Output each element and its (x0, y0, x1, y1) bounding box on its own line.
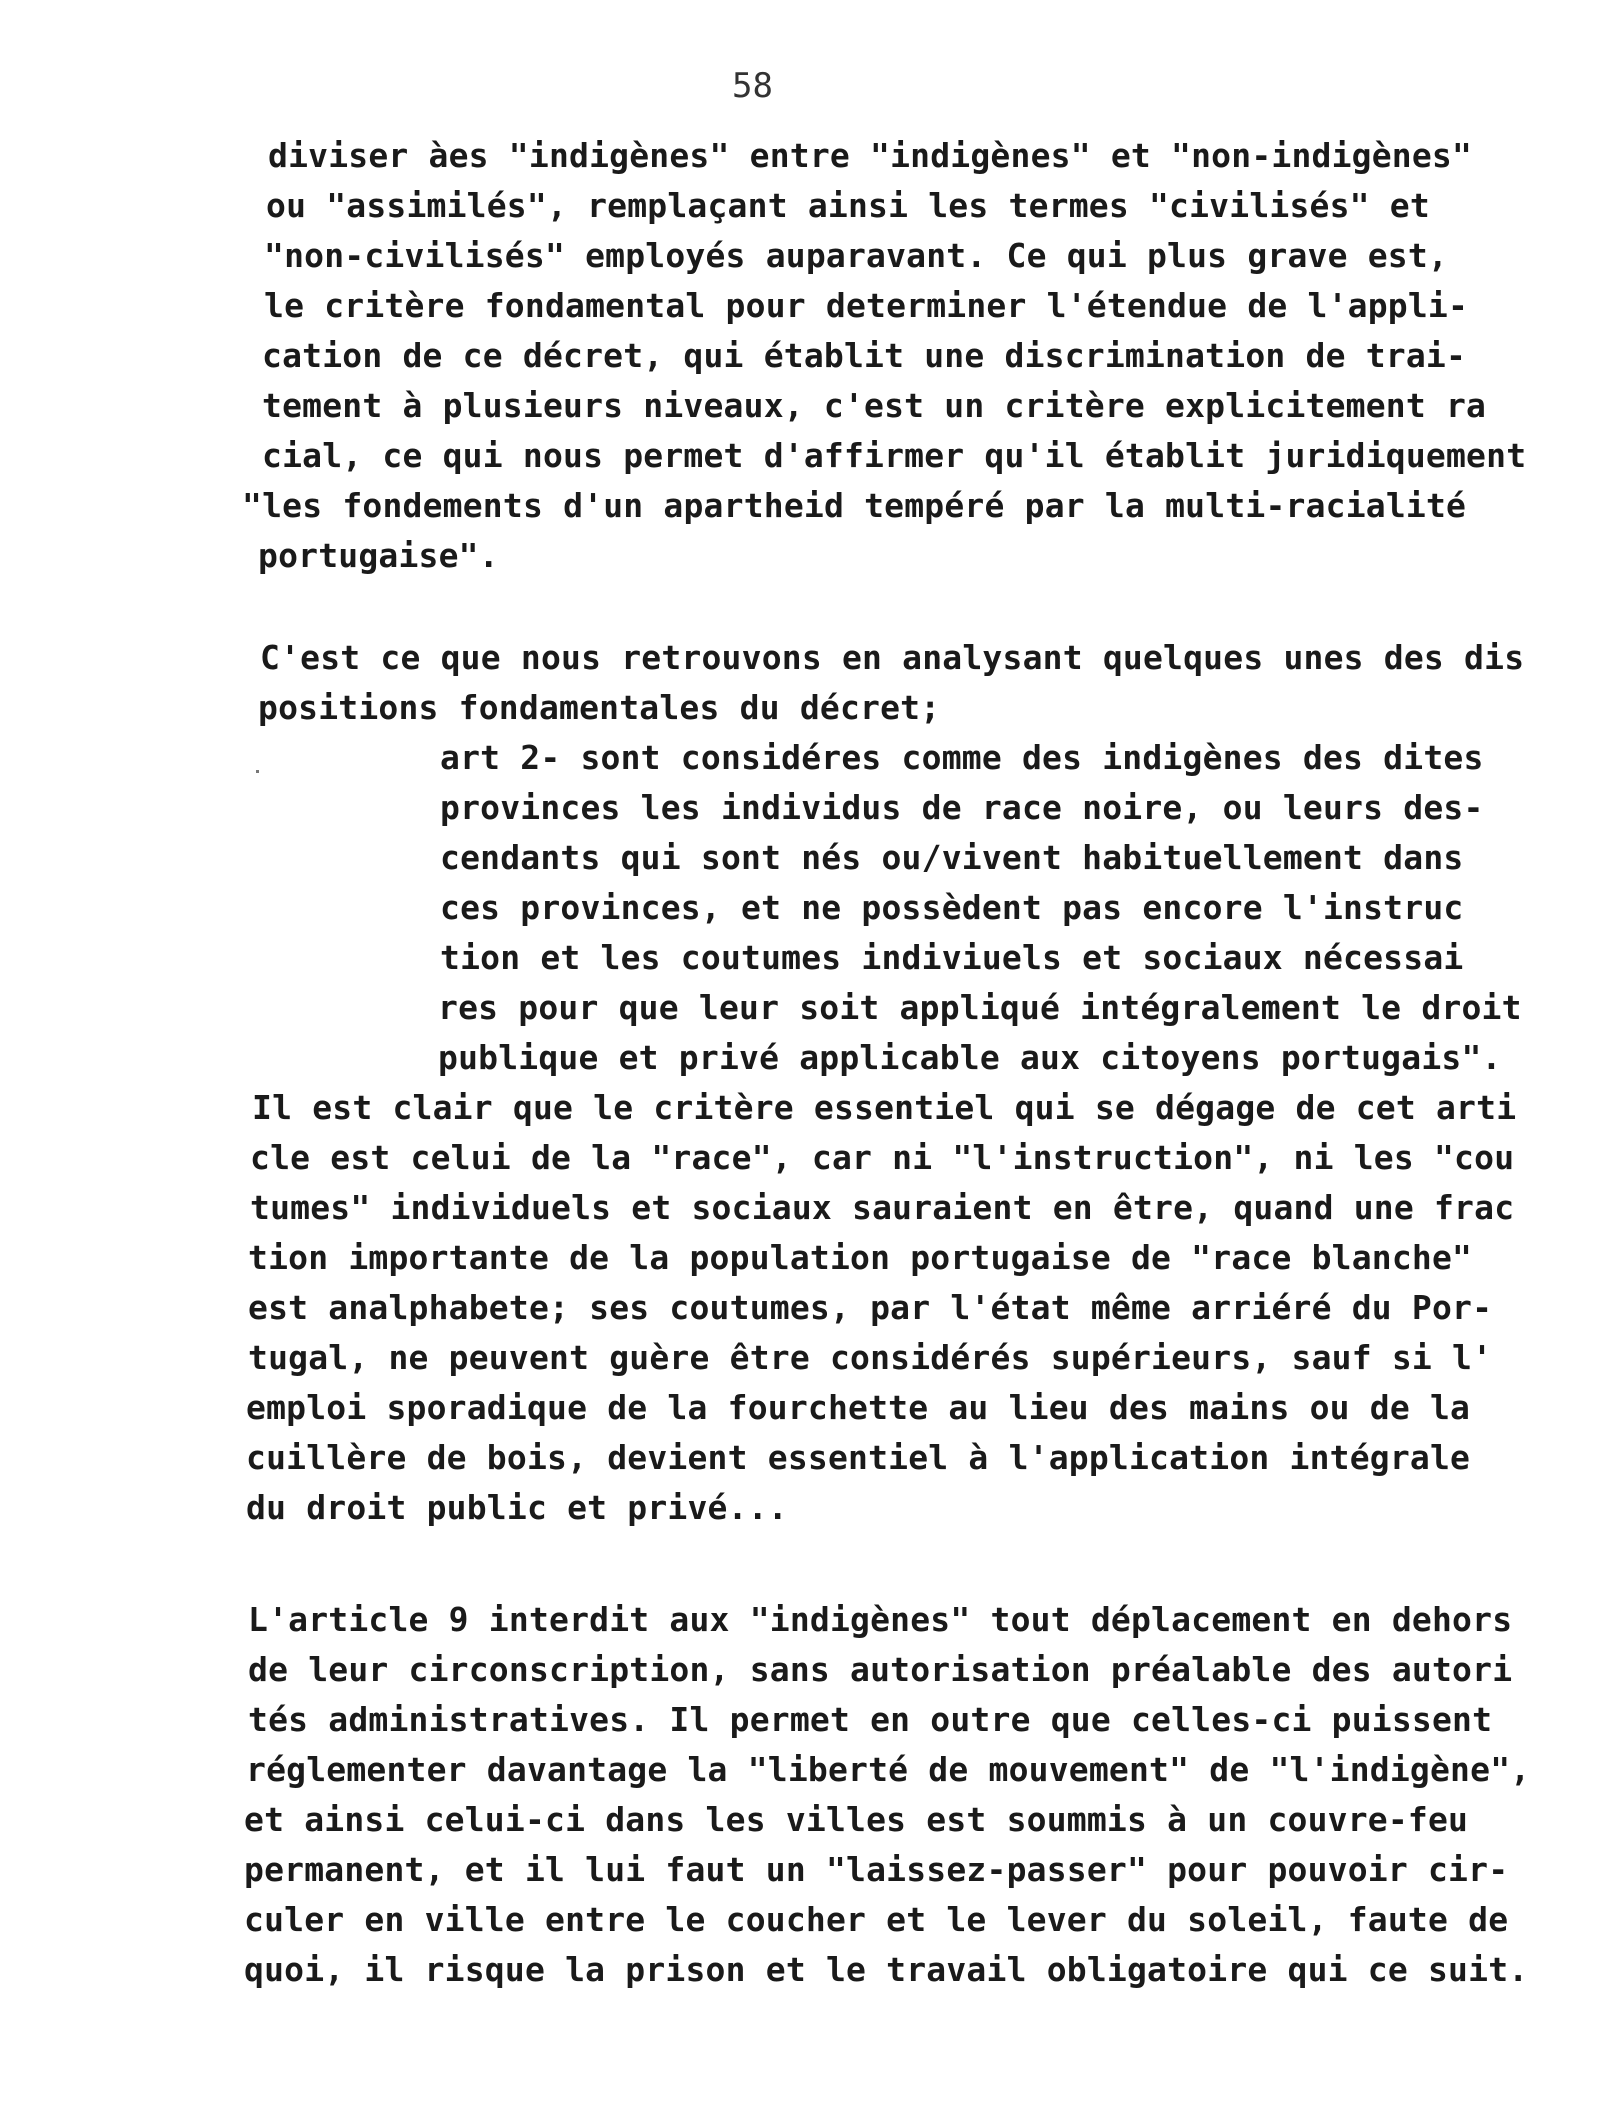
text-line: tés administratives. Il permet en outre que celles-ci puissent (248, 1700, 1493, 1739)
text-line: tumes" individuels et sociaux sauraient en être, quand une frac (250, 1188, 1515, 1227)
text-line: permanent, et il lui faut un "laissez-passer" pour pouvoir cir- (244, 1850, 1509, 1889)
text-line: cial, ce qui nous permet d'affirmer qu'il établit juridiquement (262, 436, 1527, 475)
text-line: et ainsi celui-ci dans les villes est soummis à un couvre-feu (244, 1800, 1469, 1839)
text-line: le critère fondamental pour determiner l'étendue de l'appli- (264, 286, 1469, 325)
text-line: culer en ville entre le coucher et le lever du soleil, faute de (244, 1900, 1509, 1939)
text-line: emploi sporadique de la fourchette au lieu des mains ou de la (246, 1388, 1471, 1427)
text-line: portugaise". (258, 536, 499, 575)
text-line: cendants qui sont nés ou/vivent habituellement dans (440, 838, 1464, 877)
text-line: de leur circonscription, sans autorisation préalable des autori (248, 1650, 1513, 1689)
text-line: "les fondements d'un apartheid tempéré par la multi-racialité (242, 486, 1467, 525)
text-line: tion importante de la population portugaise de "race blanche" (248, 1238, 1473, 1277)
text-line: tion et les coutumes indiviuels et sociaux nécessai (440, 938, 1464, 977)
text-line: provinces les individus de race noire, ou leurs des- (440, 788, 1484, 827)
text-line: art 2- sont considéres comme des indigènes des dites (440, 738, 1484, 777)
text-line: ou "assimilés", remplaçant ainsi les termes "civilisés" et (266, 186, 1430, 225)
text-line: cle est celui de la "race", car ni "l'instruction", ni les "cou (250, 1138, 1515, 1177)
text-line: Il est clair que le critère essentiel qui se dégage de cet arti (252, 1088, 1517, 1127)
text-line: positions fondamentales du décret; (258, 688, 941, 727)
text-line: tement à plusieurs niveaux, c'est un critère explicitement ra (262, 386, 1487, 425)
stray-mark (256, 770, 259, 773)
text-line: tugal, ne peuvent guère être considérés supérieurs, sauf si l' (248, 1338, 1493, 1377)
text-line: diviser àes "indigènes" entre "indigènes" et "non-indigènes" (268, 136, 1473, 175)
text-line: du droit public et privé... (246, 1488, 788, 1527)
text-line: L'article 9 interdit aux "indigènes" tout déplacement en dehors (248, 1600, 1513, 1639)
text-line: res pour que leur soit appliqué intégralement le droit (438, 988, 1522, 1027)
text-line: réglementer davantage la "liberté de mouvement" de "l'indigène", (246, 1750, 1531, 1789)
text-line: ces provinces, et ne possèdent pas encore l'instruc (440, 888, 1464, 927)
text-line: cation de ce décret, qui établit une discrimination de trai- (262, 336, 1467, 375)
text-line: cuillère de bois, devient essentiel à l'application intégrale (246, 1438, 1471, 1477)
text-line: publique et privé applicable aux citoyens portugais". (438, 1038, 1502, 1077)
page-number: 58 (732, 66, 773, 106)
text-line: est analphabete; ses coutumes, par l'état même arriéré du Por- (248, 1288, 1493, 1327)
text-line: "non-civilisés" employés auparavant. Ce qui plus grave est, (264, 236, 1448, 275)
text-line: quoi, il risque la prison et le travail obligatoire qui ce suit. (244, 1950, 1529, 1989)
text-line: C'est ce que nous retrouvons en analysant quelques unes des dis (260, 638, 1525, 677)
